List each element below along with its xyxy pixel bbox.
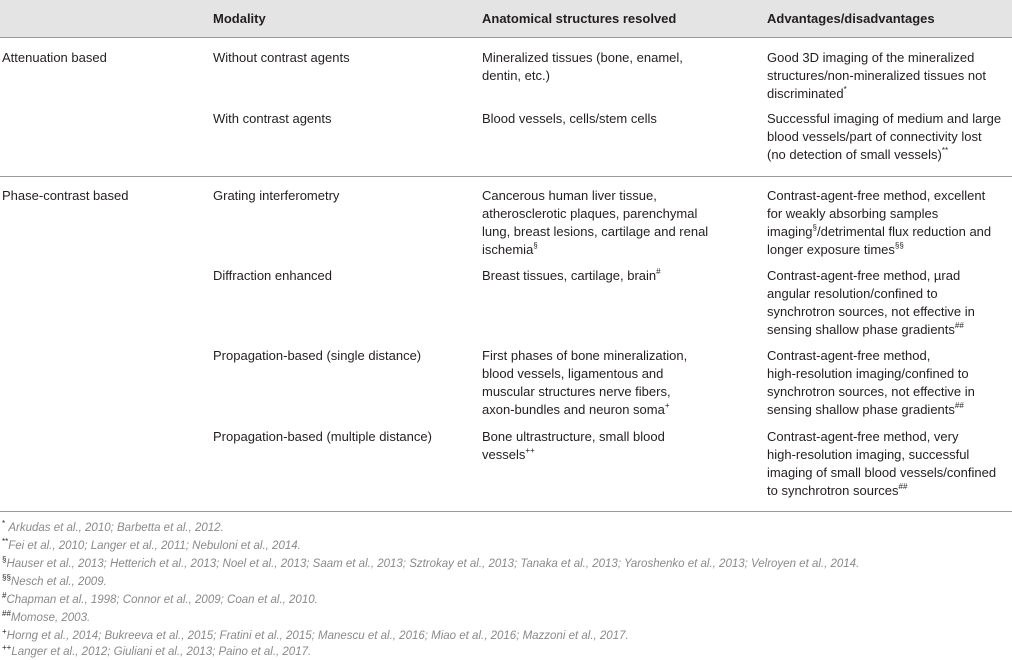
header-rule — [0, 37, 1012, 38]
footnote: #Chapman et al., 1998; Connor et al., 2009; Coan et al., 2010. — [2, 591, 318, 606]
footnote: ++Langer et al., 2012; Giuliani et al., 2013; Paino et al., 2017. — [2, 643, 312, 658]
footnote-mark: § — [533, 240, 538, 250]
table-row-structures: First phases of bone mineralization, blood vessels, ligamentous and muscular structures nerve fibers, axon-bundles and neuron soma+ — [482, 348, 688, 417]
table-row-advantages: Good 3D imaging of the mineralized structures/non-mineralized tissues not discriminated* — [767, 50, 986, 101]
footnote-mark: ## — [954, 400, 964, 410]
table-row-advantages: Contrast-agent-free method, µrad angular resolution/confined to synchrotron sources, not effective in sensing shallow phase gradients## — [767, 268, 975, 337]
table-row-modality: Propagation-based (multiple distance) — [213, 429, 432, 444]
footnote: §Hauser et al., 2013; Hetterich et al., 2013; Noel et al., 2013; Saam et al., 2013; Sztrokay et al., 2013; Tanaka et al., 2013; Yaroshenko et al., 2013; Velroyen et al., 2014. — [2, 555, 860, 570]
table-row-advantages: Contrast-agent-free method, high-resolution imaging/confined to synchrotron sources, not effective in sensing shallow phase gradients## — [767, 348, 975, 417]
footnote-mark: ** — [941, 145, 949, 155]
table-row-modality: Propagation-based (single distance) — [213, 348, 422, 363]
table-row-structures: Cancerous human liver tissue, atherosclerotic plaques, parenchymal lung, breast lesions, cartilage and renal ischemia§ — [482, 188, 709, 257]
footnote-mark: §§ — [894, 240, 904, 250]
footnote: * Arkudas et al., 2010; Barbetta et al., 2012. — [2, 519, 224, 534]
table-row-structures: Mineralized tissues (bone, enamel, dentin, etc.) — [482, 50, 683, 83]
table-row-advantages: Contrast-agent-free method, excellent for weakly absorbing samples imaging§/detrimental flux reduction and longer exposure times§§ — [767, 188, 992, 257]
table-bottom-rule — [0, 511, 1012, 512]
footnote-mark: # — [656, 266, 661, 276]
footnote-mark: ## — [898, 481, 908, 491]
group-label-phase-contrast: Phase-contrast based — [2, 188, 129, 203]
table-row-structures: Bone ultrastructure, small blood vessels++ — [482, 429, 665, 462]
table-row-modality: With contrast agents — [213, 111, 332, 126]
footnote: +Horng et al., 2014; Bukreeva et al., 2015; Fratini et al., 2015; Manescu et al., 2016; Miao et al., 2016; Mazzoni et al., 2017. — [2, 627, 629, 642]
header-structures: Anatomical structures resolved — [482, 11, 677, 26]
group-label-attenuation: Attenuation based — [2, 50, 107, 65]
footnote-mark: § — [812, 222, 817, 232]
header-advantages: Advantages/disadvantages — [767, 11, 935, 26]
table-row-structures: Blood vessels, cells/stem cells — [482, 111, 657, 126]
table-row-advantages: Successful imaging of medium and large blood vessels/part of connectivity lost (no detection of small vessels)** — [767, 111, 1002, 162]
header-modality: Modality — [213, 11, 266, 26]
footnote: §§Nesch et al., 2009. — [2, 573, 107, 588]
table-row-modality: Without contrast agents — [213, 50, 350, 65]
footnote: **Fei et al., 2010; Langer et al., 2011; Nebuloni et al., 2014. — [2, 537, 301, 552]
footnote-mark: * — [843, 84, 847, 94]
table-row-advantages: Contrast-agent-free method, very high-resolution imaging, successful imaging of small blood vessels/confined to synchrotron sources## — [767, 429, 997, 498]
table-row-structures: Breast tissues, cartilage, brain# — [482, 266, 661, 283]
footnote-mark: ++ — [525, 445, 535, 455]
footnote: ##Momose, 2003. — [2, 609, 91, 624]
table-row-modality: Diffraction enhanced — [213, 268, 333, 283]
footnote-mark: + — [664, 400, 670, 410]
footnote-mark: ## — [954, 320, 964, 330]
group-rule — [0, 176, 1012, 177]
table-row-modality: Grating interferometry — [213, 188, 340, 203]
